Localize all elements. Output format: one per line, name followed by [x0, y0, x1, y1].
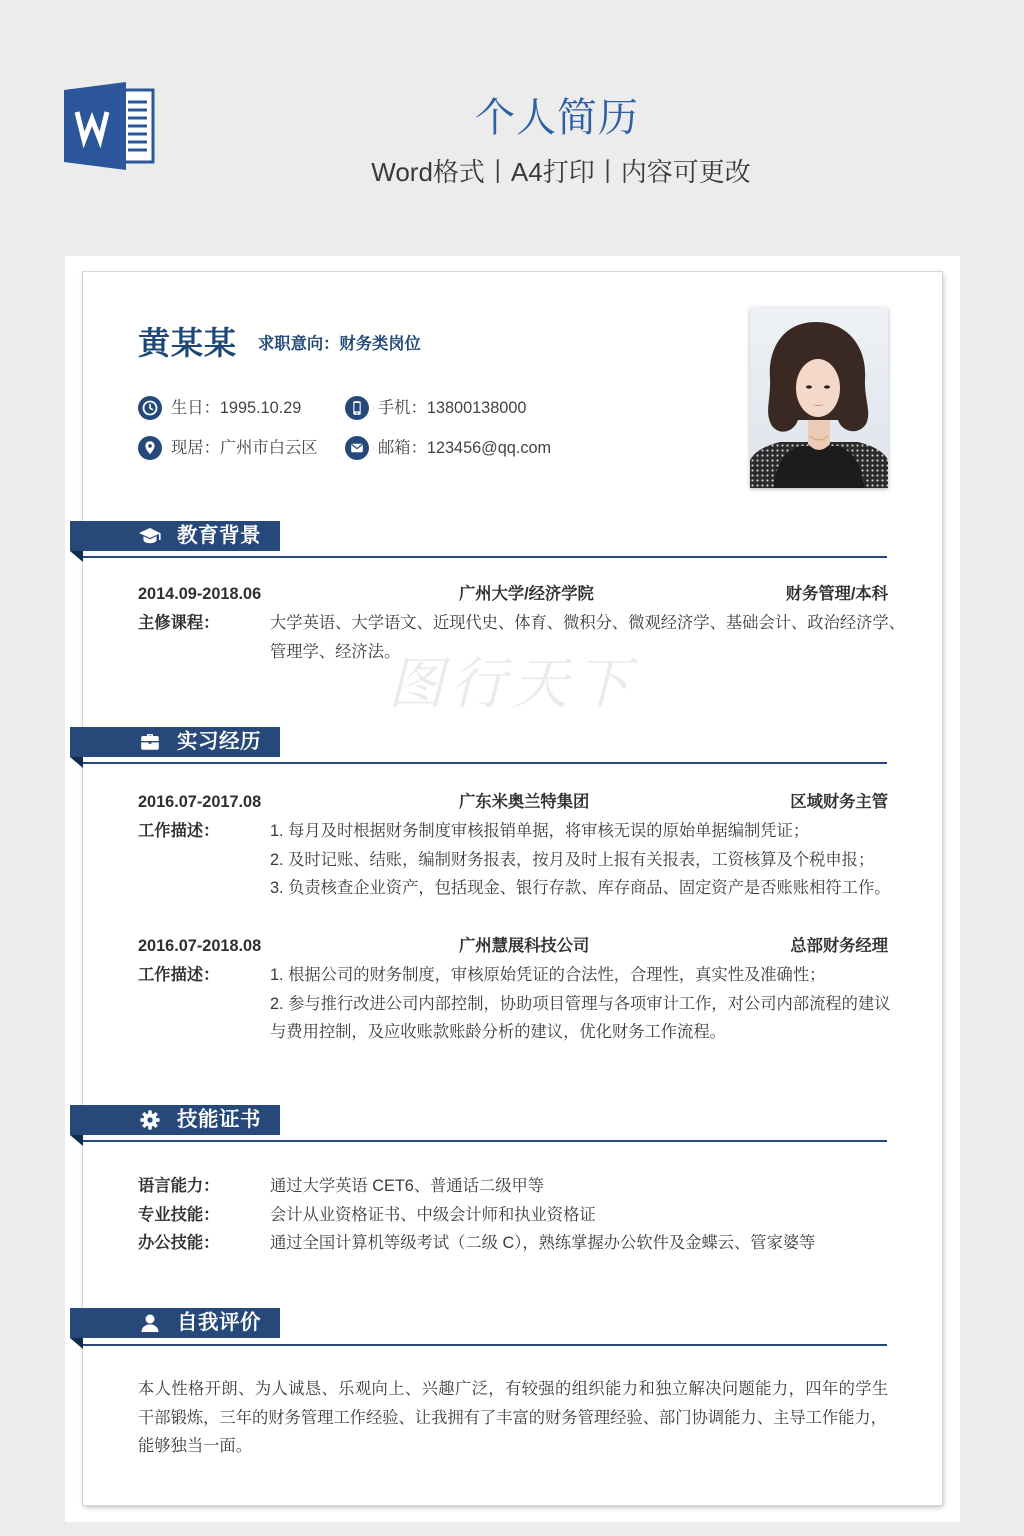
section-divider — [83, 1140, 887, 1142]
residence: 现居：广州市白云区 — [171, 439, 318, 457]
job-company: 广东米奥兰特集团 — [459, 793, 590, 811]
skill-labels — [138, 1172, 219, 1258]
section-header-education — [70, 521, 280, 551]
job-company: 广州慧展科技公司 — [459, 937, 590, 955]
briefcase-icon — [138, 730, 162, 754]
job-desc-line: 2. 参与推行改进公司内部控制，协助项目管理与各项审计工作，对公司内部流程的建议 — [270, 994, 891, 1013]
document-title: 个人简历 — [475, 96, 639, 140]
skill-value: 通过大学英语 CET6、普通话二级甲等 — [270, 1177, 545, 1195]
job-desc-line: 3. 负责核查企业资产，包括现金、银行存款、库存商品、固定资产是否账账相符工作。 — [270, 879, 891, 898]
section-header-self-evaluation — [70, 1308, 280, 1338]
job-desc-line: 1. 根据公司的财务制度，审核原始凭证的合法性，合理性，真实性及准确性； — [270, 966, 826, 984]
self-evaluation-line: 本人性格开朗、为人诚恳、乐观向上、兴趣广泛，有较强的组织能力和独立解决问题能力，四年的学生 — [138, 1380, 889, 1398]
self-evaluation-line: 能够独当一面。 — [138, 1437, 252, 1456]
phone-icon — [345, 396, 369, 420]
mail-icon — [345, 436, 369, 460]
section-title: 实习经历 — [177, 730, 261, 753]
section-title: 自我评价 — [177, 1311, 261, 1334]
person-icon — [138, 1311, 162, 1335]
band-fold — [70, 551, 83, 562]
section-header-internship — [70, 727, 280, 757]
skill-label: 语言能力： — [138, 1177, 220, 1195]
job-description — [270, 961, 891, 1047]
education-period: 2014.09-2018.06 — [138, 585, 262, 603]
section-header-skills — [70, 1105, 280, 1135]
courses-line: 大学英语、大学语文、近现代史、体育、微积分、微观经济学、基础会计、政治经济学、 — [270, 614, 905, 632]
job-description — [270, 817, 891, 903]
band-fold — [70, 1338, 83, 1349]
job-period: 2016.07-2018.08 — [138, 937, 262, 955]
section-divider — [83, 1344, 887, 1346]
courses-line: 管理学、经济法。 — [270, 642, 401, 661]
email-address: 邮箱：123456@qq.com — [378, 439, 552, 457]
education-degree: 财务管理/本科 — [785, 585, 888, 603]
document-subtitle: Word格式丨A4打印丨内容可更改 — [371, 157, 751, 187]
section-title: 技能证书 — [177, 1108, 261, 1131]
self-evaluation-line: 干部锻炼，三年的财务管理工作经验、让我拥有了丰富的财务管理经验、部门协调能力、主导工作能力， — [138, 1408, 887, 1427]
job-intent: 求职意向：财务类岗位 — [258, 335, 421, 353]
gear-icon — [138, 1108, 162, 1132]
job-period: 2016.07-2017.08 — [138, 793, 262, 811]
section-divider — [83, 556, 887, 558]
job-position: 区域财务主管 — [790, 793, 888, 811]
job-desc-label: 工作描述： — [138, 822, 220, 840]
courses-text — [270, 609, 905, 666]
job-desc-line: 1. 每月及时根据财务制度审核报销单据，将审核无误的原始单据编制凭证； — [270, 822, 810, 840]
candidate-name: 黄某某 — [138, 325, 238, 361]
location-icon — [138, 436, 162, 460]
job-desc-line: 2. 及时记账、结账，编制财务报表，按月及时上报有关报表，工资核算及个税申报； — [270, 850, 875, 869]
clock-icon — [138, 396, 162, 420]
band-fold — [70, 1135, 83, 1146]
watermark: 图行天下 — [388, 652, 636, 717]
word-icon — [64, 82, 156, 170]
job-desc-line: 与费用控制，及应收账款账龄分析的建议，优化财务工作流程。 — [270, 1023, 726, 1042]
skill-values — [270, 1172, 815, 1258]
band-fold — [70, 757, 83, 768]
courses-label: 主修课程： — [138, 614, 220, 632]
skill-value: 通过全国计算机等级考试（二级 C），熟练掌握办公软件及金蝶云、管家婆等 — [270, 1234, 816, 1253]
skill-label: 办公技能： — [138, 1234, 220, 1253]
section-title: 教育背景 — [177, 524, 261, 547]
job-desc-label: 工作描述： — [138, 966, 220, 984]
graduation-cap-icon — [138, 524, 162, 548]
education-school: 广州大学/经济学院 — [459, 585, 594, 603]
self-evaluation-text — [138, 1375, 889, 1461]
skill-value: 会计从业资格证书、中级会计师和执业资格证 — [270, 1205, 596, 1224]
phone-number: 手机：13800138000 — [378, 399, 527, 417]
section-divider — [83, 762, 887, 764]
job-position: 总部财务经理 — [790, 937, 888, 955]
skill-label: 专业技能： — [138, 1205, 220, 1224]
portrait-photo — [750, 308, 888, 488]
birth-date: 生日：1995.10.29 — [171, 399, 302, 417]
